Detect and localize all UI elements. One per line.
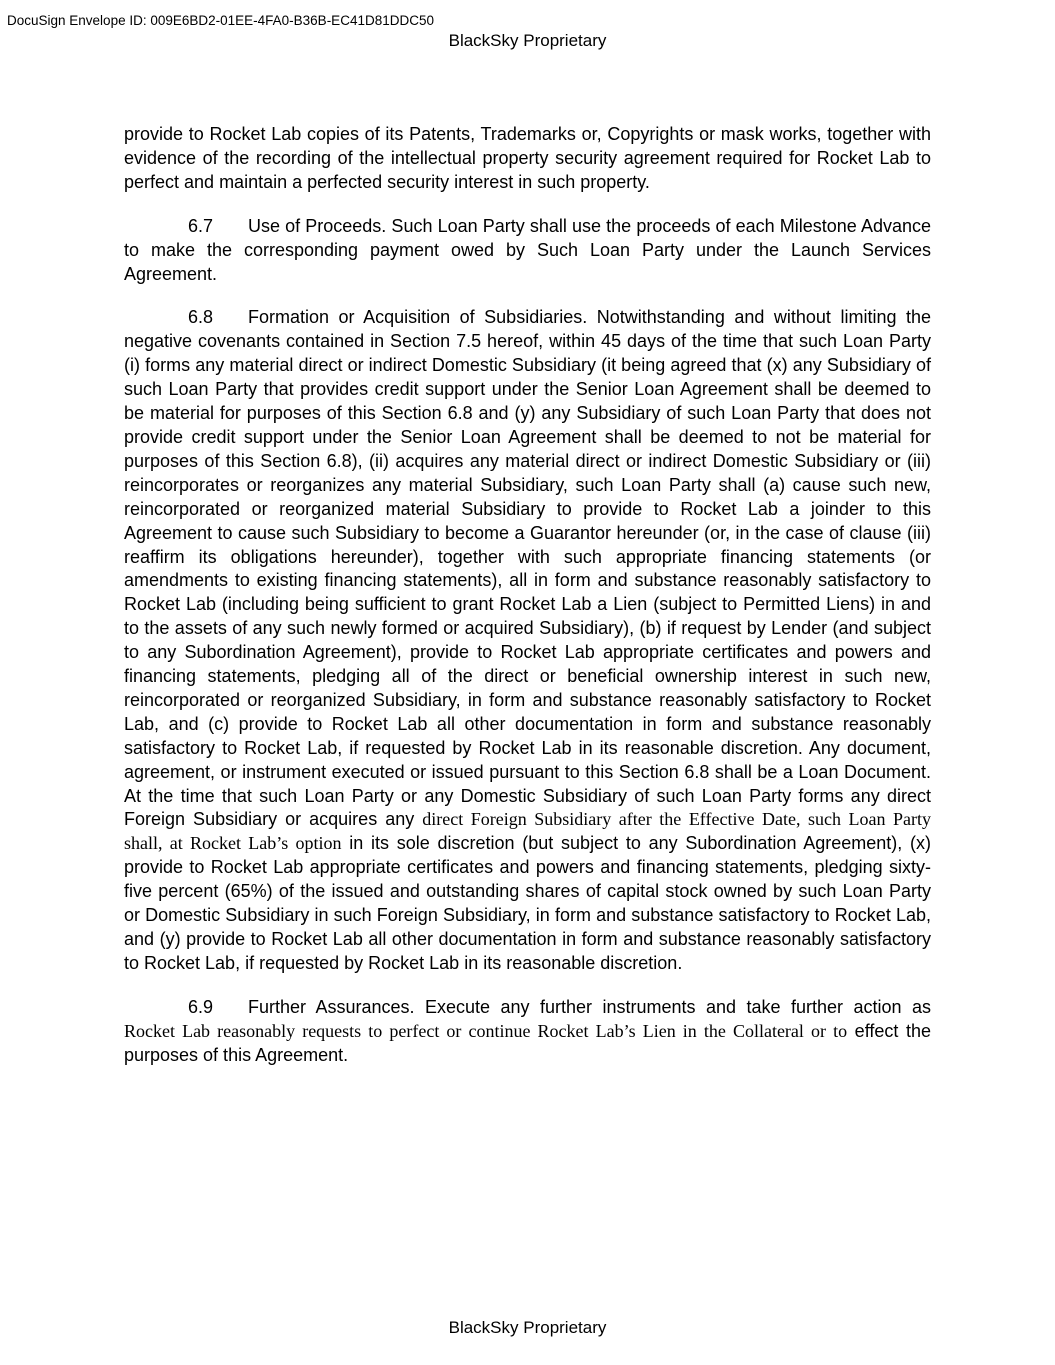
section-6-9 [124, 996, 931, 1068]
section-number: 6.7 [188, 215, 214, 236]
section-6-7 [124, 215, 931, 287]
header-proprietary-label: BlackSky Proprietary [448, 31, 607, 50]
section-text-serif: direct Foreign Subsidiary after the Effective Date, such Loan Party shall, at Rocket Lab’s option [124, 809, 931, 854]
section-text: effect the purposes of this Agreement. [124, 1020, 931, 1065]
section-text: Such Loan Party shall use the proceeds of each Milestone Advance to make the corresponding payment owed by Such Loan Party under the Launch Services Agreement. [124, 215, 931, 284]
footer-proprietary-label: BlackSky Proprietary [448, 1318, 607, 1337]
section-heading: Further Assurances. [248, 996, 415, 1017]
section-heading: Use of Proceeds. [248, 215, 387, 236]
section-text: Notwithstanding and without limiting the negative covenants contained in Section 7.5 hereof, within 45 days of the time that such Loan Party (i) forms any material direct or indirect Domestic Subsidiary (it being agreed that (x) any Subsidiary of such Loan Party that provides credit support under the Senior Loan Agreement shall be deemed to be material for purposes of this Section 6.8 and (y) any Subsidiary of such Loan Party that does not provide credit support under the Senior Loan Agreement shall be deemed to not be material for purposes of this Section 6.8), (ii) acquires any material direct or indirect Domestic Subsidiary or (iii) reincorporates or reorganizes any material Subsidiary, such Loan Party shall (a) cause such new, reincorporated or reorganized material Subsidiary to provide to Rocket Lab a joinder to this Agreement to cause such Subsidiary to become a Guarantor hereunder (or, in the case of clause (iii) reaffirm its obligations hereunder), together with such appropriate financing statements (or amendments to existing financing statements), all in form and substance reasonably satisfactory to Rocket Lab (including being sufficient to grant Rocket Lab a Lien (subject to Permitted Liens) in and to the assets of any such newly formed or acquired Subsidiary), (b) if request by Lender (and subject to any Subordination Agreement), provide to Rocket Lab appropriate certificates and powers and financing statements, pledging all of the direct or beneficial ownership interest in such new, reincorporated or reorganized Subsidiary, in form and substance reasonably satisfactory to Rocket Lab, and (c) provide to Rocket Lab all other documentation in form and substance reasonably satisfactory to Rocket Lab, if requested by Rocket Lab in its reasonable discretion. Any document, agreement, or instrument executed or issued pursuant to this Section 6.8 shall be a Loan Document. At the time that such Loan Party or any Domestic Subsidiary of such Loan Party forms any direct Foreign Subsidiary or acquires any [124, 307, 931, 830]
section-number: 6.9 [188, 996, 214, 1017]
section-text: Execute any further instruments and take further action as [414, 996, 931, 1017]
docusign-envelope-id: DocuSign Envelope ID: 009E6BD2-01EE-4FA0-B36B-EC41D81DDC50 [7, 13, 434, 28]
section-text: in its sole discretion (but subject to any Subordination Agreement), (x) provide to Rocket Lab appropriate certificates and powers and financing statements, pledging sixty-five percent (65%) of the issued and outstanding shares of capital stock owned by such Loan Party or Domestic Subsidiary in such Foreign Subsidiary, in form and substance satisfactory to Rocket Lab, and (y) provide to Rocket Lab all other documentation in form and substance reasonably satisfactory to Rocket Lab, if requested by Rocket Lab in its reasonable discretion. [124, 833, 931, 973]
section-6-8 [124, 306, 931, 975]
document-body [124, 123, 931, 1088]
section-heading: Formation or Acquisition of Subsidiaries. [248, 307, 588, 328]
section-number: 6.8 [188, 307, 214, 328]
section-text-serif: Rocket Lab reasonably requests to perfect or continue Rocket Lab’s Lien in the Collateral or to [124, 1020, 848, 1041]
paragraph-continuation: provide to Rocket Lab copies of its Patents, Trademarks or, Copyrights or mask works, together with evidence of the recording of the intellectual property security agreement required for Rocket Lab to perfect and maintain a perfected security interest in such property. [124, 124, 931, 192]
